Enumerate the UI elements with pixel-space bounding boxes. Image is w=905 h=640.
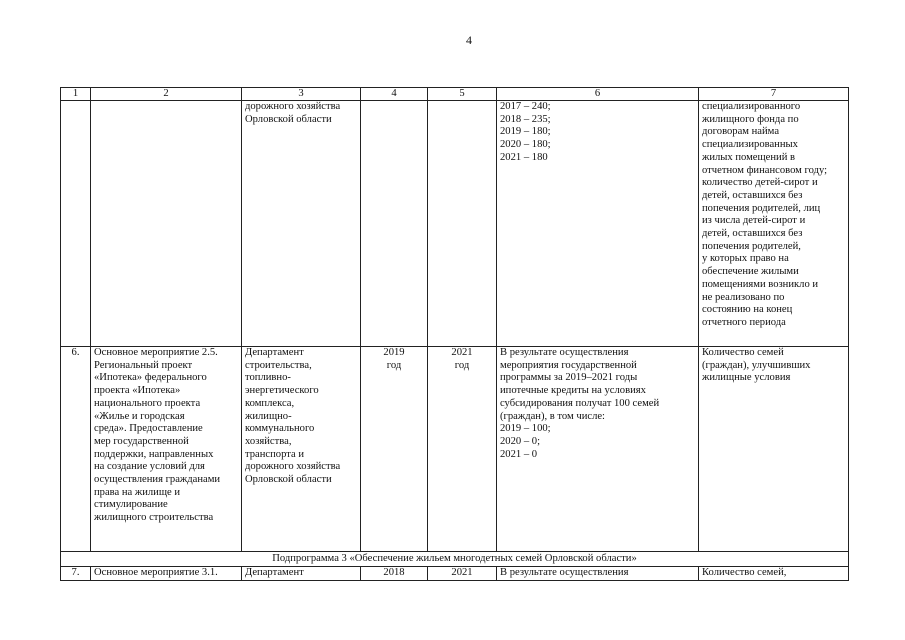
text-line: Орловской области — [245, 474, 332, 486]
text-line: стимулирование — [94, 499, 168, 511]
text-line: «Ипотека» федерального — [94, 372, 207, 384]
cell-result — [497, 347, 699, 552]
cell-executor: Департамент — [242, 567, 361, 581]
subprogram-row — [61, 552, 849, 567]
text-line: год — [454, 359, 470, 371]
text-line: коммунального — [245, 423, 315, 435]
text-line: «Жилье и городская — [94, 410, 185, 422]
header-row — [61, 88, 849, 101]
text-line: попечения родителей, лиц — [702, 202, 821, 214]
text-line: топливно- — [245, 372, 291, 384]
cell-result: В результате осуществления — [497, 567, 699, 581]
text-line: год — [386, 359, 402, 371]
text-line: детей, оставшихся без — [702, 228, 803, 240]
text-line: специализированных — [702, 139, 798, 151]
text-line: состоянию на конец — [702, 304, 793, 316]
text-line: специализированного — [702, 101, 801, 112]
text-line: жилищного фонда по — [702, 113, 799, 125]
text-line: жилищные условия — [702, 372, 791, 384]
cell-executor — [242, 101, 361, 347]
text-line: 2019 – 100; — [500, 423, 551, 435]
text-line: дорожного хозяйства — [245, 101, 341, 112]
text-line: (граждан), в том числе: — [500, 410, 605, 422]
text-line: транспорта и — [245, 448, 305, 460]
text-line: у которых право на — [702, 253, 789, 265]
header-cell: 1 — [61, 88, 91, 101]
text-line: договорам найма — [702, 126, 780, 138]
text-line: из числа детей-сирот и — [702, 215, 806, 227]
cell-end — [428, 101, 497, 347]
text-line: 2020 – 180; — [500, 139, 551, 151]
text-line: проекта «Ипотека» — [94, 385, 181, 397]
text-line: Орловской области — [245, 113, 332, 125]
text-line: жилых помещений в — [702, 151, 796, 163]
text-line: 2017 – 240; — [500, 101, 551, 112]
text-line: энергетического — [245, 385, 319, 397]
text-line: мер государственной — [94, 435, 189, 447]
cell-indicator: Количество семей, — [699, 567, 849, 581]
cell-indicator — [699, 101, 849, 347]
table-row-continuation — [61, 101, 849, 347]
text-line: поддержки, направленных — [94, 448, 214, 460]
text-line: жилищного строительства — [94, 512, 214, 524]
text-line: национального проекта — [94, 397, 201, 409]
text-line: 2019 — [383, 347, 405, 358]
text-line: отчетном финансовом году; — [702, 164, 828, 176]
cell-num — [61, 101, 91, 347]
cell-start — [361, 101, 428, 347]
table-row-6 — [61, 347, 849, 552]
text-line: Основное мероприятие 2.5. — [94, 347, 218, 358]
text-line: ипотечные кредиты на условиях — [500, 385, 646, 397]
text-line: дорожного хозяйства — [245, 461, 341, 473]
cell-result — [497, 101, 699, 347]
text-line: количество детей-сирот и — [702, 177, 818, 189]
text-line: среда». Предоставление — [94, 423, 203, 435]
text-line: комплекса, — [245, 397, 295, 409]
text-line: 2018 – 235; — [500, 113, 551, 125]
cell-activity — [91, 101, 242, 347]
cell-num: 7. — [61, 567, 91, 581]
header-cell: 6 — [497, 88, 699, 101]
text-line: программы за 2019–2021 годы — [500, 372, 638, 384]
header-cell: 3 — [242, 88, 361, 101]
cell-num: 6. — [61, 347, 91, 552]
text-line: осуществления гражданами — [94, 474, 221, 486]
text-line: 2019 – 180; — [500, 126, 551, 138]
cell-executor — [242, 347, 361, 552]
text-line: Региональный проект — [94, 359, 193, 371]
text-line: хозяйства, — [245, 435, 292, 447]
text-line: строительства, — [245, 359, 312, 371]
text-line: 2021 – 180 — [500, 151, 548, 163]
text-line: права на жилище и — [94, 486, 181, 498]
text-line: помещениями возникло и — [702, 278, 819, 290]
cell-start: 2018 — [361, 567, 428, 581]
program-table — [60, 87, 849, 581]
text-line: В результате осуществления — [500, 347, 629, 358]
text-line: 2021 – 0 — [500, 448, 538, 460]
cell-end — [428, 347, 497, 552]
text-line: 2021 — [451, 347, 473, 358]
text-line: не реализовано по — [702, 291, 785, 303]
text-line: на создание условий для — [94, 461, 205, 473]
header-cell: 2 — [91, 88, 242, 101]
text-line: (граждан), улучшивших — [702, 359, 811, 371]
header-cell: 5 — [428, 88, 497, 101]
cell-start — [361, 347, 428, 552]
text-line: Департамент — [245, 347, 304, 358]
table-row-7 — [61, 567, 849, 581]
text-line: Количество семей — [702, 347, 784, 358]
text-line: попечения родителей, — [702, 240, 801, 252]
header-cell: 4 — [361, 88, 428, 101]
text-line: 2020 – 0; — [500, 435, 541, 447]
text-line: мероприятия государственной — [500, 359, 637, 371]
cell-indicator — [699, 347, 849, 552]
subprogram-title: Подпрограмма 3 «Обеспечение жильем многодетных семей Орловской области» — [61, 552, 849, 567]
cell-end: 2021 — [428, 567, 497, 581]
text-line: жилищно- — [245, 410, 292, 422]
text-line: отчетного периода — [702, 316, 786, 328]
cell-activity: Основное мероприятие 3.1. — [91, 567, 242, 581]
header-cell: 7 — [699, 88, 849, 101]
text-line: детей, оставшихся без — [702, 189, 803, 201]
text-line: субсидирования получат 100 семей — [500, 397, 660, 409]
page-number: 4 — [466, 33, 472, 47]
text-line: обеспечение жилыми — [702, 266, 799, 278]
cell-activity — [91, 347, 242, 552]
